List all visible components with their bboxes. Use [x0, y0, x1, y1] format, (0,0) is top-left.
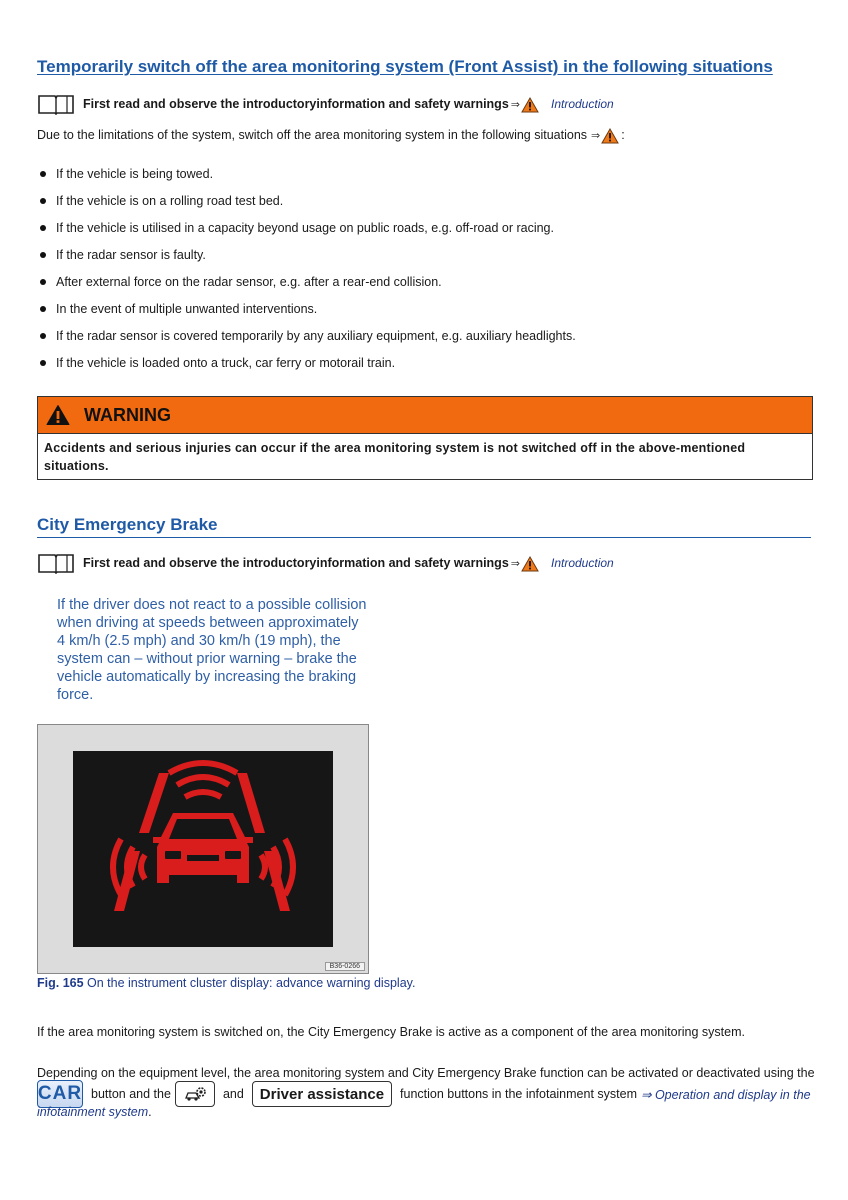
- book-icon: [37, 552, 75, 574]
- figure-caption-text: On the instrument cluster display: advance warning display.: [87, 976, 416, 990]
- operation-display-link[interactable]: ⇒ Operation and display in the: [641, 1087, 811, 1102]
- paragraph-active: If the area monitoring system is switched on, the City Emergency Brake is active as a component of the area monitoring system.: [37, 1025, 745, 1039]
- advance-warning-icon: [73, 751, 333, 947]
- activation-buttons-line: [37, 1079, 811, 1109]
- bullet-icon: [40, 198, 46, 204]
- list-item: [40, 217, 576, 244]
- book-icon: [37, 93, 75, 115]
- list-item: [40, 163, 576, 190]
- list-item-text: In the event of multiple unwanted interventions.: [56, 302, 318, 316]
- introduction-link[interactable]: Introduction: [551, 97, 614, 111]
- bullet-icon: [40, 360, 46, 366]
- warning-header: [38, 397, 812, 434]
- situations-list: [40, 163, 576, 379]
- warning-text: Accidents and serious injuries can occur if the area monitoring system is not switched off in the above-mentioned situations.: [44, 441, 746, 473]
- figure-caption: [37, 976, 415, 990]
- list-item-text: If the vehicle is loaded onto a truck, car ferry or motorail train.: [56, 356, 396, 370]
- read-notice: [37, 551, 614, 575]
- warning-box: [37, 396, 813, 480]
- bullet-icon: [40, 333, 46, 339]
- car-button[interactable]: [37, 1080, 83, 1108]
- list-item-text: After external force on the radar sensor, e.g. after a rear-end collision.: [56, 275, 442, 289]
- read-notice-text: First read and observe the introductoryinformation and safety warnings: [83, 556, 509, 570]
- list-item-text: If the radar sensor is covered temporarily by any auxiliary equipment, e.g. auxiliary headlights.: [56, 329, 576, 343]
- list-item-text: If the radar sensor is faulty.: [56, 248, 206, 262]
- text-function-buttons: function buttons in the infotainment system: [400, 1087, 637, 1101]
- introduction-link[interactable]: Introduction: [551, 556, 614, 570]
- lead-paragraph: [37, 127, 625, 143]
- bullet-icon: [40, 306, 46, 312]
- lead-text: Due to the limitations of the system, switch off the area monitoring system in the following situations: [37, 128, 588, 142]
- infotainment-link[interactable]: infotainment system: [37, 1105, 149, 1119]
- ref-arrow: ⇒: [510, 98, 520, 111]
- figure-165: [37, 724, 369, 974]
- bullet-icon: [40, 171, 46, 177]
- list-item-text: If the vehicle is being towed.: [56, 167, 214, 181]
- section-title-front-assist: Temporarily switch off the area monitoring system (Front Assist) in the following situations: [37, 57, 773, 76]
- list-item: [40, 325, 576, 352]
- ref-arrow: ⇒: [591, 129, 601, 142]
- lead-suffix: :: [621, 128, 625, 142]
- bullet-icon: [40, 225, 46, 231]
- text-button-and-the: button and the: [91, 1087, 171, 1101]
- section-title-city-emergency-brake: City Emergency Brake: [37, 515, 811, 538]
- city-brake-description: If the driver does not react to a possible collision when driving at speeds between approximately 4 km/h (2.5 mph) and 30 km/h (19 mph), the system can – without prior warning – brake the vehicle automatically by increasing the braking force.: [57, 597, 367, 703]
- list-item: [40, 271, 576, 298]
- driver-assist-settings-button[interactable]: [175, 1081, 215, 1107]
- paragraph-activation-end: [37, 1105, 152, 1119]
- list-item-text: If the vehicle is utilised in a capacity beyond usage on public roads, e.g. off-road or racing.: [56, 221, 554, 235]
- list-item: [40, 298, 576, 325]
- list-item-text: If the vehicle is on a rolling road test bed.: [56, 194, 284, 208]
- gear-car-icon: [182, 1085, 208, 1103]
- text-and: and: [222, 1087, 244, 1101]
- car-button-label: CAR: [37, 1083, 83, 1104]
- read-notice-text: First read and observe the introductoryinformation and safety warnings: [83, 97, 509, 111]
- instrument-cluster-display: [73, 751, 333, 947]
- figure-code: B36-0266: [325, 962, 365, 971]
- list-item: [40, 352, 576, 379]
- driver-assistance-button[interactable]: Driver assistance: [252, 1081, 392, 1107]
- bullet-icon: [40, 252, 46, 258]
- list-item: [40, 190, 576, 217]
- warning-title: WARNING: [84, 404, 171, 425]
- ref-arrow: ⇒: [510, 557, 520, 570]
- period: .: [148, 1105, 152, 1119]
- warning-triangle-icon: [601, 128, 619, 144]
- warning-triangle-icon: [521, 97, 539, 113]
- warning-triangle-icon: [521, 556, 539, 572]
- warning-triangle-icon: [46, 404, 70, 426]
- paragraph-activation: Depending on the equipment level, the area monitoring system and City Emergency Brake function can be activated or deactivated using the: [37, 1066, 815, 1080]
- figure-label: Fig. 165: [37, 976, 84, 990]
- read-notice: [37, 92, 614, 116]
- list-item: [40, 244, 576, 271]
- bullet-icon: [40, 279, 46, 285]
